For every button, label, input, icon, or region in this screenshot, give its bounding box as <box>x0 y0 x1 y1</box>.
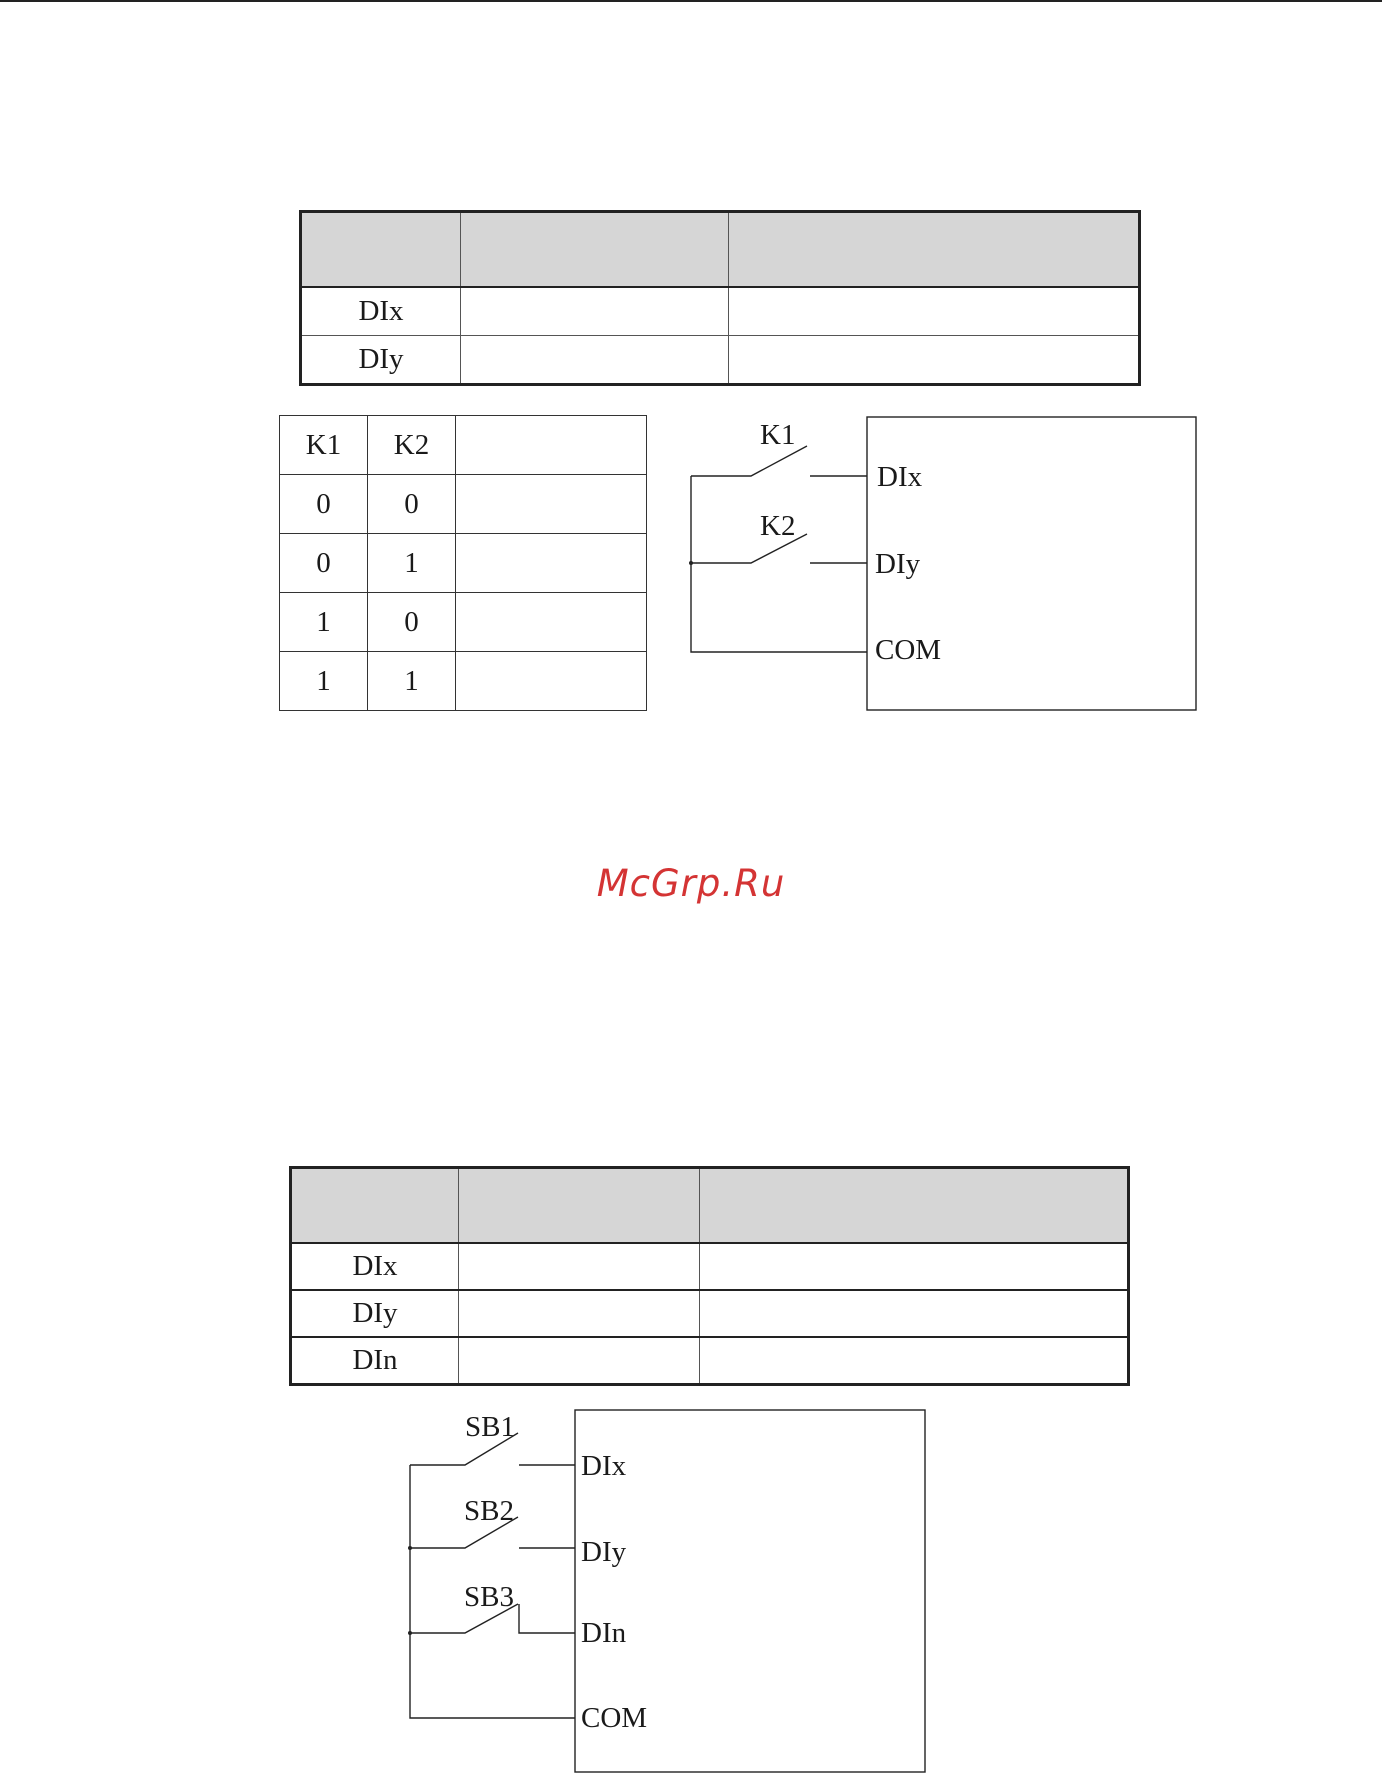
switch-label-sb1: SB1 <box>465 1411 515 1443</box>
terminal-label-com: COM <box>581 1702 648 1734</box>
switch-label-k2: K2 <box>760 510 796 542</box>
com-wire <box>691 476 867 652</box>
truth-value: 1 <box>280 593 368 652</box>
truth-header-k1: K1 <box>280 416 368 475</box>
terminal-label-din: DIn <box>581 1617 627 1649</box>
table-cell <box>700 1243 1129 1290</box>
table-cell <box>700 1290 1129 1337</box>
terminal-label-dix: DIx <box>581 1450 627 1482</box>
table-cell <box>459 1290 700 1337</box>
terminal-label: DIx <box>301 287 461 336</box>
table-cell <box>700 1337 1129 1385</box>
table-row <box>291 1290 1129 1337</box>
switch-label-k1: K1 <box>760 419 796 451</box>
truth-value: 0 <box>280 534 368 593</box>
switch-label-sb3: SB3 <box>464 1581 514 1613</box>
truth-value: 0 <box>368 475 456 534</box>
terminal-table-2 <box>289 1166 1130 1386</box>
terminal-label: DIx <box>291 1243 459 1290</box>
truth-header-k2: K2 <box>368 416 456 475</box>
truth-value: 0 <box>280 475 368 534</box>
junction-dot <box>689 561 693 565</box>
table-header-row <box>291 1168 1129 1244</box>
terminal-label: DIy <box>301 336 461 385</box>
terminal-label-diy: DIy <box>581 1536 627 1568</box>
watermark-text: McGrp.Ru <box>596 862 786 905</box>
table-cell <box>459 1243 700 1290</box>
switch-label-sb2: SB2 <box>464 1495 514 1527</box>
truth-value: 1 <box>368 534 456 593</box>
header-cell <box>459 1168 700 1244</box>
header-cell <box>700 1168 1129 1244</box>
truth-value: 1 <box>280 652 368 711</box>
table-row <box>291 1243 1129 1290</box>
terminal-label: DIy <box>291 1290 459 1337</box>
table-cell <box>459 1337 700 1385</box>
terminal-label-dix: DIx <box>877 461 923 493</box>
truth-value: 0 <box>368 593 456 652</box>
header-cell <box>291 1168 459 1244</box>
table-row <box>291 1337 1129 1385</box>
terminal-label-diy: DIy <box>875 548 921 580</box>
terminal-label-com: COM <box>875 634 942 666</box>
terminal-label: DIn <box>291 1337 459 1385</box>
truth-value: 1 <box>368 652 456 711</box>
